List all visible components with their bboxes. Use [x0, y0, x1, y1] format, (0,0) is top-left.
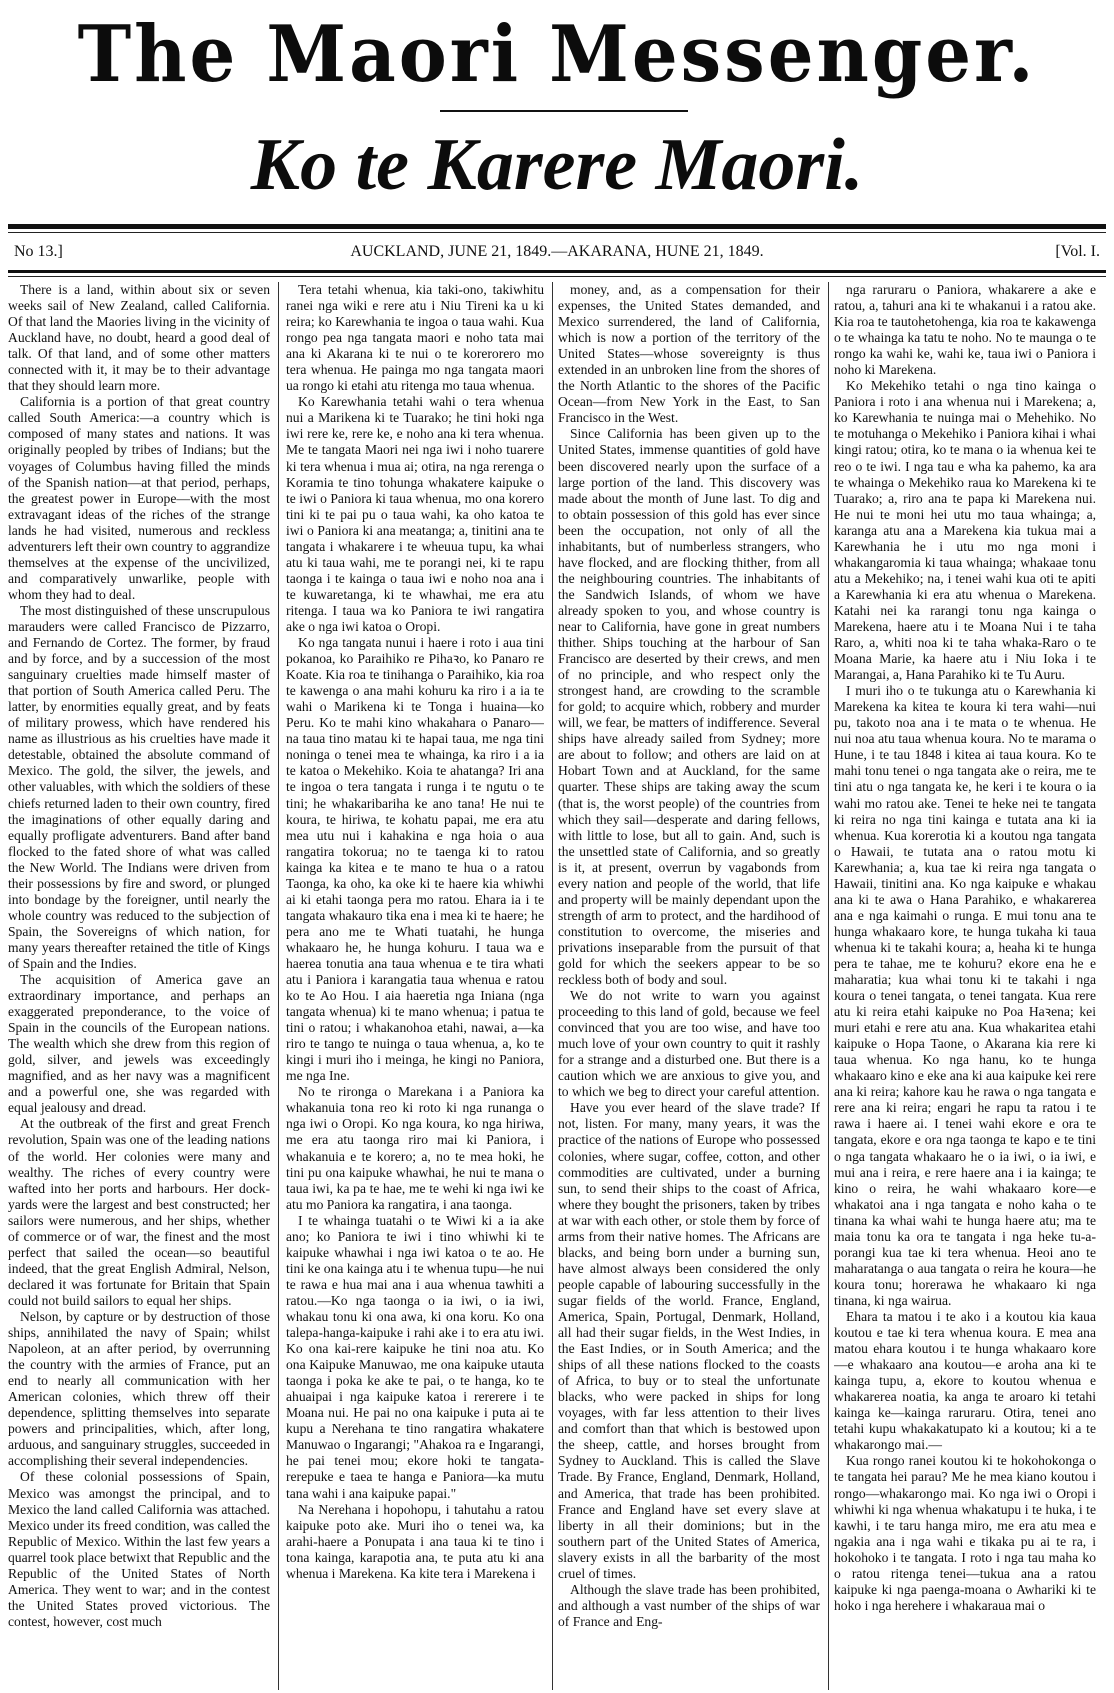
paragraph: Ko Mekehiko tetahi o nga tino kainga o Paniora i roto i ana whenua nui i Marekena; a, ko Karewhania te nuinga mai o Mehehiko. No te motuhanga o Mekehiko i Paniora kihai i whai kingi ratou; otira, ko te mana o ia whenua kei te reo o te iwi. I nga tau e wha ka pahemo, ka ara te whainga o Mekehiko raua ko Marekena ki te Tuarako; a, riro ana te papa ki Marekena nui. He nui te moni hei utu mo taua whainga; a, karanga atu ana a Marekena kia tukua mai a Karewhania he i utu mo nga moni i whakangaromia ki taua whainga; whakaae tonu atu a Mekehiko; na, i tenei wahi kua oti te apiti a Karewhania ki era atu whenua o Marekena. Katahi nei ka rarangi tonu nga kainga o Marekena, haere atu i te Moana Nui i te taha Raro, a, whiti noa ki te taha whaka-Raro o te Moana Marie, ka haere atu i Niu Ioka i te Marangai, a, Hana Parahiko ki te Tu Auru. [834, 378, 1096, 683]
issue-number: No 13.] [14, 243, 63, 260]
paragraph: Since California has been given up to the United States, immense quantities of gold have been discovered nearly upon the surface of a large portion of the land. This discovery was made about the month of June last. To dig and to obtain possession of this gold has ever since been the occupation, not only of all the inhabitants, but of numberless strangers, who have flocked, and are flocking thither, from all the neighbouring countries. The inhabitants of the Sandwich Islands, of whom we have already spoken to you, and whose country is near to California, have gone in great numbers thither. Ships touching at the harbour of San Francisco are deserted by their crews, and men of no principle, and who respect only the strongest hand, are crowding to the scramble for gold; to acquire which, robbery and murder will, we fear, be matters of indifference. Several ships have already sailed from Sydney; more are about to follow; and others are laid on at Hobart Town and at Auckland, for the same quarter. These ships are taking away the scum (that is, the worst people) of the countries from which they sail—desperate and daring fellows, with little to lose, but all to gain. And, such is the unsettled state of California, and so greatly is it, at present, overrun by vagabonds from every nation and people of the world, that life and property will be mainly dependant upon the strength of arm to protect, and the hardihood of constitution to overcome, the miseries and privations inseparable from the pursuit of that gold for which the seekers appear to be so reckless both of body and soul. [558, 426, 820, 988]
paragraph: There is a land, within about six or seven weeks sail of New Zealand, called California. Of that land the Maories living in the vicinity of Auckland have, no doubt, heard a good deal of talk. Of that land, and of some other matters connected with it, it may be to their advantage that they should learn more. [8, 282, 270, 394]
paragraph: Of these colonial possessions of Spain, Mexico was amongst the principal, and to Mexico the land called California was attached. Mexico under its freed condition, was called the Republic of Mexico. Within the last few years a quarrel took place betwixt that Republic and the Republic of the United States of North America. They went to war; and in the contest the United States proved victorious. The contest, however, cost much [8, 1469, 270, 1629]
paragraph: Nelson, by capture or by destruction of those ships, annihilated the navy of Spain; whilst Napoleon, at an after period, by overrunning the country with the armies of France, put an end to nearly all communication with her American colonies, which threw off their dependence, splitting themselves into separate powers and principalities, which, after long, arduous, and sanguinary struggles, succeeded in accomplishing their several independencies. [8, 1309, 270, 1469]
paragraph: Na Nerehana i hopohopu, i tahutahu a ratou kaipuke poto ake. Muri iho o tenei wa, ka arahi-haere a Ponupata i ana taua ki te tino i tona kainga, karapotia ana, te puta atu ki ana whenua i Marekena. Ka kite tera i Marekena i [286, 1501, 544, 1581]
masthead-rule [440, 110, 688, 112]
paragraph: Have you ever heard of the slave trade? If not, listen. For many, many years, it was the practice of the nations of Europe who possessed colonies, where sugar, coffee, cotton, and other commodities are cultivated, under a burning sun, to send their ships to the coast of Africa, where they bought the prisoners, taken by tribes at war with each other, or stole them by force of arms from their native homes. The Africans are blacks, and being born under a burning sun, have almost always been considered the only people capable of labouring successfully in the sugar fields of the world. France, England, America, Spain, Portugal, Denmark, Holland, all had their sugar fields, in the West Indies, in the East Indies, or in South America; and the ships of all these nations flocked to the coasts of Africa, to buy or to steal the unfortunate blacks, who were packed in ships for long voyages, with far less attention to their lives and comfort than that which is bestowed upon the sheep, cattle, and horses brought from Sydney to Auckland. This is called the Slave Trade. By France, England, Denmark, Holland, and America, that trade has been prohibited. France and England have set every slave at liberty in all their dominions; but in the southern part of the United States of America, slavery exists in all the barbarity of the most cruel of times. [558, 1100, 820, 1581]
paragraph: Ko nga tangata nunui i haere i roto i aua tini pokanoa, ko Paraihiko re Pihaꝛo, ko Panaro re Koate. Kia roa te tinihanga o Paraihiko, kia roa te kawenga o ana mahi kohuru ka riro i a ia te wahi o Marikena ki te Tonga i huaina—ko Peru. Ko te mahi kino whakahara o Panaro—na taua tino matau ki te hapai taua, me nga tini noninga o tenei mea te whainga, ka riro i a ia te katoa o Mekehiko. Koia te ahatanga? Iri ana te ingoa o tera tangata i runga i te ngutu o te tini; he whakaribariha ke ano tana! He nui te koura, te hiriwa, te kohatu papai, me era atu mea utu nui i kahakina e nga hoia o aua rangatira tokorua; no te taenga ki to ratou kainga ka kitea e te mano te hua o a ratou Taonga, ka oho, ka oke ki te haere kia whiwhi ai ki etahi taonga pera mo ratou. Ehara ia i te tangata whakauro tika ena i mea ki te haere; he pera ano me te Whati tuatahi, he hunga whakaaro he, he hunga kohuru. I taua wa e haerea tonutia ana taua whenua e te tira whati atu i Paniora i karangatia taua whenua e ratou ko te Ao Hou. I aia haeretia nga Iniana (nga tangata whenua) ki te mano whenua; i patua te tini o ratou; i whakanohoa etahi, nawai, a—ka riro te tango te nuinga o taua whenua, a, ko te kingi i muri iho i meinga, he kingi no Paniora, me nga Ine. [286, 635, 544, 1084]
paragraph: At the outbreak of the first and great French revolution, Spain was one of the leading nations of the world. Her colonies were many and wealthy. The riches of every country were wafted into her ports and harbours. Her dock-yards were the largest and best constructed; her sailors were numerous, and her ships, whether of commerce or of war, the finest and the most perfect that sailed the ocean—so beautiful indeed, that the great English Admiral, Nelson, declared it was fortunate for Britain that Spain could not build sailors to equal her ships. [8, 1116, 270, 1308]
paragraph: Although the slave trade has been prohibited, and although a vast number of the ships of war of France and Eng- [558, 1581, 820, 1629]
paragraph: We do not write to warn you against proceeding to this land of gold, because we feel convinced that you are too wise, and have too much love of your own country to quit it rashly for a strange and a disturbed one. But there is a caution which we are anxious to give you, and to which we beg to direct your careful attention. [558, 988, 820, 1100]
paragraph: Ko Karewhania tetahi wahi o tera whenua nui a Marikena ki te Tuarako; he tini hoki nga iwi rere ke, rere ke, e noho ana ki tera whenua. Me te tangata Maori nei nga iwi i noho tuarere ki tera whenua i mua ai; otira, na nga rerenga o Koramia te tino tohunga whakatere kaipuke o te iwi o Paniora ki taua whenua, mo ona korero tini ki te pai pu o taua wahi, ka oho katoa te iwi o Paniora ki ana meatanga; a, tinitini ana te tangata i whakarere i te wheuua tupu, ka whai atu ki taua wahi, me te porangi nei, ki te rapu taonga i te kainga o taua iwi e noho noa ana i te kuwaretanga, ki te whawhai, me era atu ritenga. I taua wa ko Paniora te iwi rangatira ake o nga iwi katoa o Oropi. [286, 394, 544, 634]
header-rule-thick [8, 224, 1106, 229]
column-maori-2 [834, 282, 1096, 1690]
volume-number: [Vol. I. [1055, 243, 1100, 260]
paragraph: nga raruraru o Paniora, whakarere a ake e ratou, a, tahuri ana ki te whakanui i a ratou ake. Kia roa te tautohetohenga, kia roa te kakawenga o te whainga ka tatu te noho. No te maunga o te rongo ka wahi ke, wahi ke, taua iwi o Paniora i noho ki Marekena. [834, 282, 1096, 378]
paragraph: California is a portion of that great country called South America:—a country which is composed of many states and nations. It was originally peopled by tribes of Indians; but the voyages of Columbus having filled the minds of the Spanish nation—at that period, perhaps, the greatest power in Europe—with the most extravagant ideas of the riches of the strange lands he had visited, numerous and reckless adventurers left their own country to aggrandize themselves at the expense of the uncivilized, and comparatively unwarlike, people with whom they had to deal. [8, 394, 270, 602]
masthead-title: The Maori Messenger. [77, 7, 1037, 100]
dateline-rule-thick [8, 270, 1106, 273]
column-english-1 [8, 282, 270, 1690]
paragraph: I te whainga tuatahi o te Wiwi ki a ia ake ano; ko Paniora te iwi i tino whiwhi ki te kaipuke whawhai i nga iwi katoa o te ao. He tini ke ona kainga atu i te whenua tupu—he nui te rawa e hua mai ana i aua whenua tawhiti a ratou.—Ko nga taonga o ia iwi, o ia iwi, whakau tonu ki ona awa, ki ona koru. Ko ona talepa-hanga-kaipuke i rahi ake i to era atu iwi. Ko ona kai-rere kaipuke he tini noa atu. Ko ona Kaipuke Manuwao, me ona kaipuke utauta taonga i poka ke ake te pai, o te hanga, ko te ahuaipai i nga kaipuke katoa i rererere i te Moana nui. He pai no ona kaipuke i puta ai te kupu a Nerehana te tino rangatira whakatere Manuwao o Ingarangi; "Ahakoa ra e Ingarangi, he pai tenei mou; ekore hoki te tangata-rerepuke e taea te hanga e Paniora—ka mutu tana wahi i ana kaipuke papai." [286, 1212, 544, 1501]
paragraph: money, and, as a compensation for their expenses, the United States demanded, and Mexico surrendered, the land of California, which is now a portion of the territory of the United States—whose sovereignty is thus extended in an unbroken line from the shores of the North Atlantic to the shores of the Pacific Ocean—from New York in the East, to San Francisco in the West. [558, 282, 820, 426]
header-rule-thin [8, 232, 1106, 233]
paragraph: I muri iho o te tukunga atu o Karewhania ki Marekena ka kitea te koura ki tera wahi—nui pu, takoto noa ana i te mata o te whenua. He nui noa atu taua whenua koura. No te marama o Hune, i te tau 1848 i kitea ai taua koura. Ko te mahi tonu tenei o nga tangata ake o reira, me te tini atu o nga tangata ke, he keri i te koura o ia wahi mo ratou ake. Tenei te heke nei te tangata ki reira no nga tini kainga e tutata ana ki ia whenua. Kua korerotia ki a koutou nga tangata o Hawaii, te tutata ana o ratou motu ki Karewhania; a, kua tae ki reira nga tangata o Hawaii, tinitini ana. Ko nga kaipuke e whakau ana ki te awa o Hana Parahiko, e whakarerea ana e nga kaimahi o runga. E mui tonu ana te hunga whakaaro kore, te hunga tukaha ki taua whenua ki te takahi koura; a, heaha ki te hunga pera te tahae, me te kohuru? ekore ena he e maharatia; kua whai tonu ki te takahi i nga koura o tenei tangata, o tenei tangata. Kua rere atu ki reira etahi kaipuke no Poa Haꝛena; kei muri etahi e rere atu ana. Kua whakaritea etahi kaipuke o Hopa Taone, o Akarana kia rere ki taua whenua. Ko nga hanu, ko te hunga whakaaro kino e eke ana ki aua kaipuke kei rere ana ki reira; kahore kau he rawa o nga tangata e rere ana ki reira; engari he rapu ta ratou i te rawa i haere ai. I tenei wahi ekore e ora te tangata, ekore e ora nga taonga te kapo e te tini o nga tangata whakaaro he o ia iwi, o ia iwi, e mui ana i reira, e rere haere ana i ia kainga; te kino o reira, he wahi whakaaro kore—e whakatoi ana i nga tangata e noho kaha o te tinana ka whai wahi te hunga haere atu; ma te maia tonu ka ora te tangata i nga heke tu-a-porangi kua tae ki tera whenua. Heoi ano te maharatanga o aua tangata o reira he koura—he koura tonu; horerawa he whakaaro ki nga tinana, ki nga wairua. [834, 683, 1096, 1308]
publication-date: AUCKLAND, JUNE 21, 1849.—AKARANA, HUNE 21, 1849. [350, 243, 764, 260]
column-english-2 [558, 282, 820, 1690]
column-maori-1 [286, 282, 544, 1690]
dateline-rule-thin [8, 276, 1106, 277]
paragraph: The acquisition of America gave an extraordinary importance, and perhaps an exaggerated preponderance, to the voice of Spain in the councils of the European nations. The wealth which she drew from this region of gold, silver, and jewels was exceedingly magnified, and as her navy was a magnificent and a powerful one, she was regarded with equal jealousy and dread. [8, 972, 270, 1116]
paragraph: No te rironga o Marekana i a Paniora ka whakanuia tona reo ki roto ki nga runanga o nga iwi o Oropi. Ko nga koura, ko nga hiriwa, me era atu taonga riro mai ki Paniora, i whakanuia e te korero; a, no te mea hoki, he tini pu ona kaipuke whawhai, he nui te mana o taua iwi, ka pa te hae, me te wehi ki nga iwi ke atu mo Paniora ka rangatira, i ana taonga. [286, 1084, 544, 1212]
paragraph: Tera tetahi whenua, kia taki-ono, takiwhitu ranei nga wiki e rere atu i Niu Tireni ka u ki reira; ko Karewhania te ingoa o taua wahi. Kua rongo pea nga tangata maori e noho tata mai ana ki Akarana ki te nui o te korerorero mo tera whenua. He painga mo nga tangata maori ua rongo ki etahi atu ritenga mo taua whenua. [286, 282, 544, 394]
article-columns [8, 282, 1108, 1690]
dateline [14, 240, 1100, 264]
masthead-subtitle: Ko te Karere Maori. [250, 124, 864, 206]
paragraph: The most distinguished of these unscrupulous marauders were called Francisco de Pizzarro, and Fernando de Cortez. The former, by fraud and by force, and by a succession of the most sanguinary cruelties made himself master of that portion of South America called Peru. The latter, by enormities equally great, and by feats of military prowess, which have rendered his name as illustrious as his cruelties have made it detestable, obtained the absolute command of Mexico. The gold, the silver, the jewels, and other valuables, with which the soldiers of these chiefs returned laden to their own country, fired the imaginations of other equally daring and equally profligate adventurers. Band after band flocked to the fated shore of what was called the New World. The Indians were driven from their possessions by fire and sword, or plunged into bondage by the foreigner, until nearly the whole country was reduced to the subjection of Spain, the Sovereigns of which nation, for many years thereafter retained the title of Kings of Spain and the Indies. [8, 602, 270, 971]
paragraph: Kua rongo ranei koutou ki te hokohokonga o te tangata hei parau? Me he mea kiano koutou i rongo—whakarongo mai. Ko nga iwi o Oropi i whiwhi ki nga whenua whakatupu i te huka, i te kawhi, i te taru hanga miro, me era atu mea e ngakia ana i nga wahi e tikaka pu ai te ra, i hokohoko i te tangata. I roto i nga tau maha ko o ratou ritenga tenei—tukua ana a ratou kaipuke ki nga paenga-moana o Awhariki ki te hoko i nga herehere i whakaraua mai o [834, 1453, 1096, 1613]
paragraph: Ehara ta matou i te ako i a koutou kia kaua koutou e tae ki tera whenua koura. E mea ana matou ehara koutou i te hunga whakaaro kore—e whakaaro ana koutou—e aroha ana ki te kainga tupu, a, ekore to koutou whenua e whakarerea noatia, ka anga te aroaro ki tetahi kainga ke—kainga raruraru. Otira, tenei ano tetahi kupu whakakatupato ki a koutou; ki a te whakarongo mai.— [834, 1309, 1096, 1453]
masthead [0, 6, 1114, 106]
